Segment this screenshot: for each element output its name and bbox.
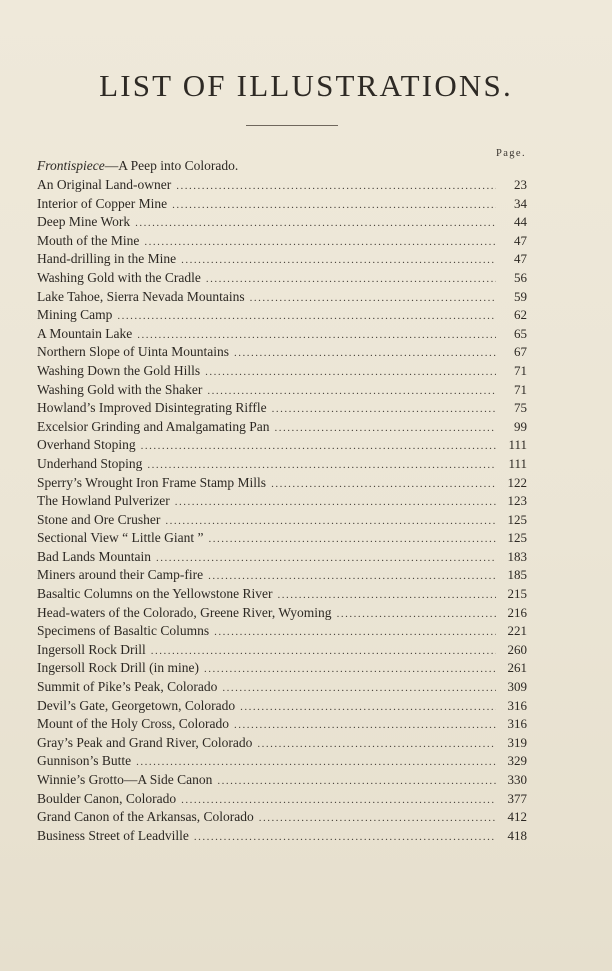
illustration-title: Washing Gold with the Shaker [37, 381, 203, 397]
list-item [37, 549, 527, 568]
illustration-title: Sperry’s Wrought Iron Frame Stamp Mills [37, 474, 267, 490]
frontispiece-label: Frontispiece [37, 158, 105, 173]
page-number: 23 [514, 177, 527, 192]
illustration-title: Business Street of Leadville [37, 827, 189, 843]
dot-leader [217, 775, 496, 787]
list-item [37, 642, 527, 661]
page-number: 71 [514, 362, 527, 378]
page-number: 319 [507, 734, 527, 750]
page-number: 111 [508, 437, 527, 453]
list-item [37, 289, 527, 308]
list-item [37, 382, 527, 401]
illustration-title: Underhand Stoping [37, 455, 143, 471]
illustration-title: Summit of Pike’s Peak, Colorado [37, 679, 218, 695]
list-item [37, 753, 527, 772]
list-item [37, 512, 527, 531]
illustration-title: Ingersoll Rock Drill [37, 641, 146, 657]
illustration-title: Head-waters of the Colorado, Greene River, Wyoming [37, 604, 332, 620]
page-number: 75 [514, 400, 527, 416]
dot-leader [151, 645, 496, 657]
dot-leader [172, 199, 496, 211]
dot-leader [147, 459, 496, 471]
illustration-title: Miners around their Camp-fire [37, 567, 204, 583]
list-item [37, 196, 527, 215]
dot-leader [222, 682, 496, 694]
page-number: 183 [507, 548, 527, 564]
page-number: 316 [507, 716, 527, 732]
page-column-label: Page. [495, 148, 526, 159]
list-item [37, 791, 527, 810]
list-item [37, 419, 527, 438]
illustration-title: Hand-drilling in the Mine [37, 251, 177, 267]
illustration-title: Northern Slope of Uinta Mountains [37, 344, 229, 360]
list-item [37, 400, 527, 419]
page-number: 67 [514, 344, 527, 360]
illustration-title: Washing Down the Gold Hills [37, 362, 201, 378]
list-item [37, 493, 527, 512]
dot-leader [234, 347, 496, 359]
page-number: 125 [507, 530, 527, 546]
list-item [37, 605, 527, 624]
dot-leader [205, 366, 496, 378]
dot-leader [272, 403, 496, 415]
dot-leader [209, 533, 496, 545]
dot-leader [176, 180, 496, 192]
dot-leader [156, 552, 496, 564]
illustration-title: Washing Gold with the Cradle [37, 269, 201, 285]
illustration-title: Howland’s Improved Disintegrating Riffle [37, 400, 267, 416]
dot-leader [208, 570, 496, 582]
illustration-title: The Howland Pulverizer [37, 493, 170, 509]
dot-leader [137, 329, 496, 341]
dot-leader [250, 292, 496, 304]
page-number: 316 [507, 697, 527, 713]
dot-leader [144, 236, 496, 248]
list-item [37, 567, 527, 586]
illustration-title: Ingersoll Rock Drill (in mine) [37, 660, 199, 676]
list-item [37, 233, 527, 252]
illustration-title: Gunnison’s Butte [37, 753, 132, 769]
illustration-title: Overhand Stoping [37, 437, 136, 453]
page-number: 329 [507, 753, 527, 769]
page-number: 122 [507, 474, 527, 490]
illustration-title: Excelsior Grinding and Amalgamating Pan [37, 418, 270, 434]
dot-leader [181, 794, 496, 806]
illustration-title: Devil’s Gate, Georgetown, Colorado [37, 697, 236, 713]
page-number: 221 [507, 623, 527, 639]
dot-leader [278, 589, 497, 601]
list-item [37, 270, 527, 289]
illustration-title: A Mountain Lake [37, 325, 133, 341]
illustration-title: Grand Canon of the Arkansas, Colorado [37, 809, 254, 825]
page-number: 125 [507, 511, 527, 527]
list-item [37, 456, 527, 475]
page-number: 216 [507, 604, 527, 620]
dot-leader [259, 812, 496, 824]
page-number: 309 [507, 679, 527, 695]
illustration-title: Deep Mine Work [37, 214, 131, 230]
list-item [37, 530, 527, 549]
dot-leader [135, 217, 496, 229]
page-number: 412 [507, 809, 527, 825]
list-item [37, 735, 527, 754]
page-number: 261 [507, 660, 527, 676]
dot-leader [271, 478, 496, 490]
dot-leader [274, 422, 496, 434]
dot-leader [337, 608, 496, 620]
dot-leader [141, 440, 496, 452]
dot-leader [117, 310, 496, 322]
list-item [37, 660, 527, 679]
page-number: 47 [514, 251, 527, 267]
dot-leader [194, 831, 496, 843]
list-item [37, 809, 527, 828]
page-number: 59 [514, 288, 527, 304]
page-number: 330 [507, 772, 527, 787]
illustration-title: Bad Lands Mountain [37, 548, 151, 564]
dot-leader [181, 254, 496, 266]
page-number: 260 [507, 641, 527, 657]
page-number: 56 [514, 269, 527, 285]
page-number: 215 [507, 586, 527, 602]
dot-leader [175, 496, 496, 508]
dot-leader [214, 626, 496, 638]
page-number: 65 [514, 325, 527, 341]
dot-leader [204, 663, 496, 675]
illustration-title: Gray’s Peak and Grand River, Colorado [37, 734, 253, 750]
list-item [37, 344, 527, 363]
illustration-title: Mouth of the Mine [37, 232, 140, 248]
illustration-title: An Original Land-owner [37, 177, 172, 192]
dot-leader [165, 515, 496, 527]
page-number: 44 [514, 214, 527, 230]
list-item [37, 177, 527, 196]
page-number: 62 [514, 307, 527, 323]
frontispiece-text: A Peep into Colorado. [118, 158, 239, 173]
illustration-title: Specimens of Basaltic Columns [37, 623, 210, 639]
page-number: 99 [514, 418, 527, 434]
list-item [37, 326, 527, 345]
page-number: 34 [514, 195, 527, 211]
illustration-list [37, 177, 527, 846]
page-number: 71 [514, 381, 527, 397]
illustration-title: Mining Camp [37, 307, 113, 323]
illustration-title: Basaltic Columns on the Yellowstone River [37, 586, 273, 602]
list-item [37, 716, 527, 735]
list-item [37, 698, 527, 717]
dot-leader [136, 756, 496, 768]
illustration-title: Sectional View “ Little Giant ” [37, 530, 204, 546]
dot-leader [234, 719, 496, 731]
illustration-title: Lake Tahoe, Sierra Nevada Mountains [37, 288, 245, 304]
dot-leader [240, 701, 496, 713]
list-item [37, 251, 527, 270]
page-number: 185 [507, 567, 527, 583]
illustration-title: Boulder Canon, Colorado [37, 790, 177, 806]
illustration-title: Interior of Copper Mine [37, 195, 168, 211]
list-item [37, 307, 527, 326]
list-item [37, 214, 527, 233]
illustration-title: Stone and Ore Crusher [37, 511, 161, 527]
page-number: 47 [514, 232, 527, 248]
list-item [37, 586, 527, 605]
list-item [37, 828, 527, 847]
page-number: 418 [507, 827, 527, 843]
page-number: 377 [507, 790, 527, 806]
list-item [37, 475, 527, 494]
illustration-title: Winnie’s Grotto—A Side Canon [37, 772, 213, 787]
dot-leader [206, 273, 496, 285]
page-number: 123 [507, 493, 527, 509]
page-title: LIST OF ILLUSTRATIONS. [99, 68, 513, 103]
list-item [37, 679, 527, 698]
dot-leader [257, 738, 496, 750]
list-item [37, 363, 527, 382]
title-rule [246, 125, 338, 126]
dot-leader [207, 385, 496, 397]
page-number: 111 [508, 455, 527, 471]
frontispiece-line [37, 158, 238, 174]
frontispiece-separator: — [104, 158, 119, 173]
list-item [37, 437, 527, 456]
list-item [37, 623, 527, 642]
illustration-title: Mount of the Holy Cross, Colorado [37, 716, 229, 732]
list-item [37, 772, 527, 791]
